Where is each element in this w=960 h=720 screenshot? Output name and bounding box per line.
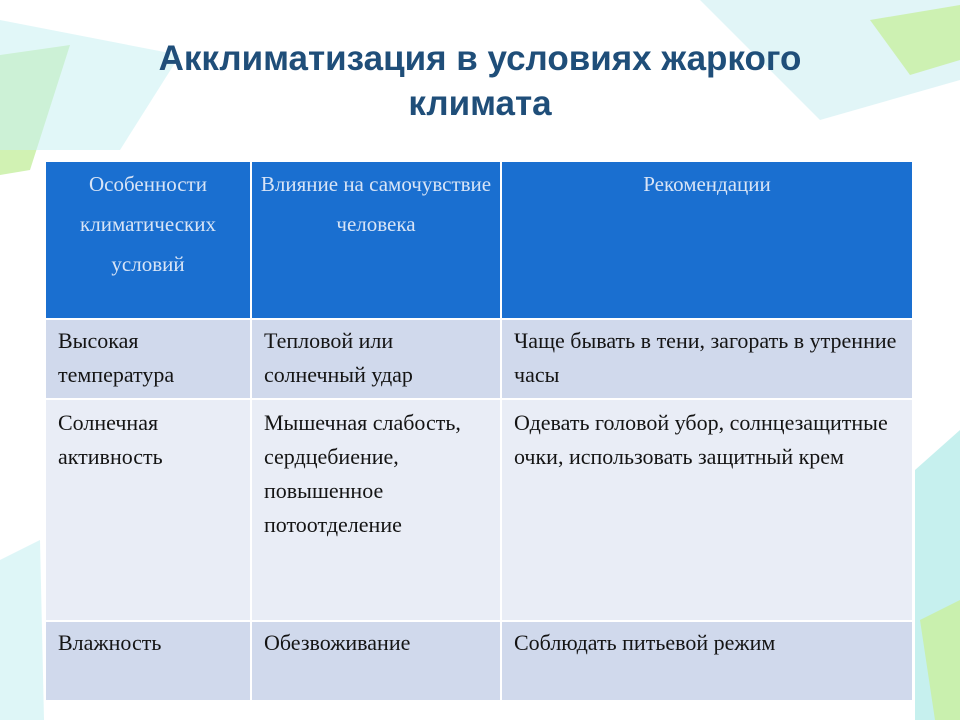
header-recommendations: Рекомендации (501, 161, 913, 319)
cell-effect: Обезвоживание (251, 621, 501, 701)
cell-effect: Тепловой или солнечный удар (251, 319, 501, 399)
slide-title (40, 36, 920, 126)
acclimatization-table (44, 160, 914, 702)
table-row (45, 399, 913, 621)
cell-condition: Высокая температура (45, 319, 251, 399)
decor-shape-bottom-left-teal (0, 540, 44, 720)
slide-title-line-1: Акклиматизация в условиях жаркого (158, 39, 802, 78)
table-row (45, 319, 913, 399)
table-row (45, 621, 913, 701)
cell-recommendation: Чаще бывать в тени, загорать в утренние часы (501, 319, 913, 399)
slide-title-line-2: климата (408, 84, 552, 123)
cell-effect: Мышечная слабость, сердцебиение, повышенное потоотделение (251, 399, 501, 621)
cell-recommendation: Одевать головой убор, солнцезащитные очки, использовать защитный крем (501, 399, 913, 621)
cell-condition: Влажность (45, 621, 251, 701)
cell-condition: Солнечная активность (45, 399, 251, 621)
header-wellbeing-effect: Влияние на самочувствие человека (251, 161, 501, 319)
header-climate-conditions: Особенности климатических условий (45, 161, 251, 319)
cell-recommendation: Соблюдать питьевой режим (501, 621, 913, 701)
table-header-row (45, 161, 913, 319)
